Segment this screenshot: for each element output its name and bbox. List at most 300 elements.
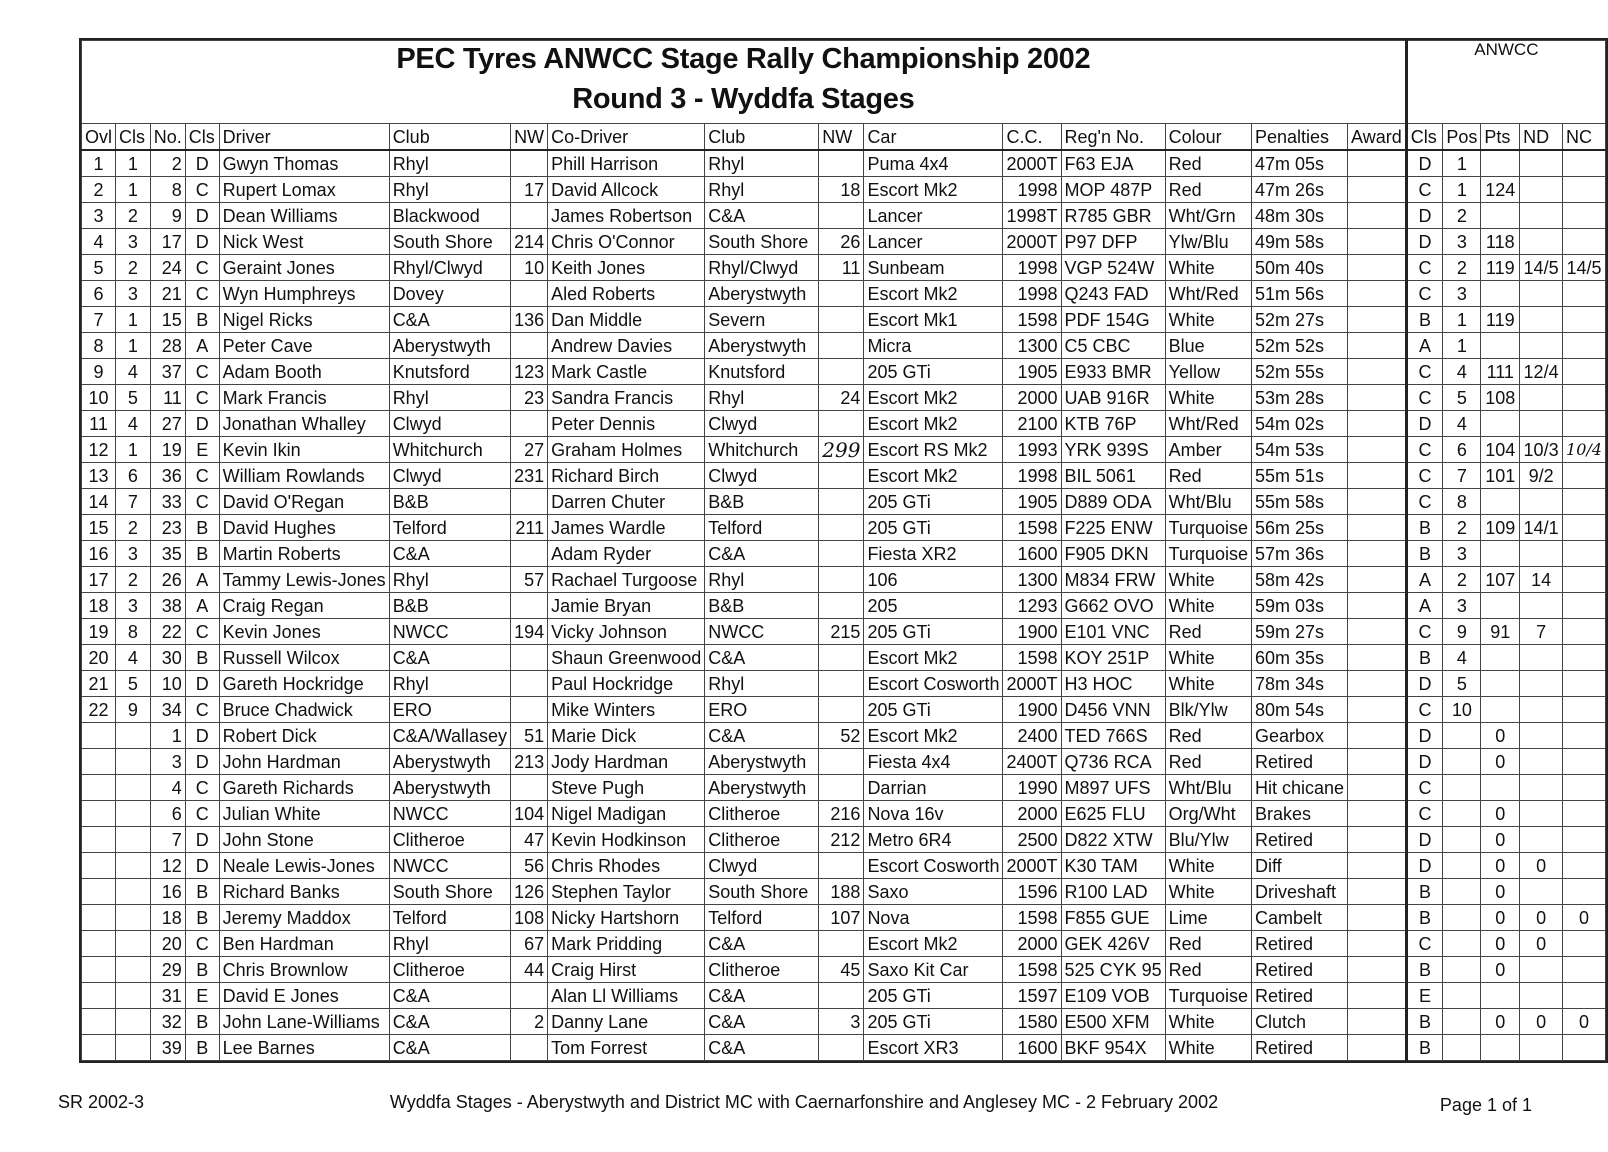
cell-club: C&A/Wallasey: [389, 723, 510, 749]
cell-cls: D: [185, 150, 219, 177]
cell-cls: 1: [116, 307, 151, 333]
cell-car: Saxo Kit Car: [864, 957, 1003, 983]
cell-penalties: 50m 40s: [1251, 255, 1347, 281]
cell-no: 11: [150, 385, 185, 411]
cell-nd: 10/3: [1520, 437, 1563, 463]
table-row: [82, 541, 1606, 567]
cell-nc: [1563, 801, 1606, 827]
cell-award: [1348, 905, 1407, 931]
cell-no: 37: [150, 359, 185, 385]
cell-cc: 1900: [1003, 697, 1061, 723]
cell-pts: 111: [1481, 359, 1520, 385]
cell-ovl: 2: [82, 177, 116, 203]
cell-driver: Lee Barnes: [219, 1035, 389, 1061]
table-row: [82, 359, 1606, 385]
cell-cls: D: [185, 203, 219, 229]
cell-pos: [1443, 957, 1481, 983]
cell-award: [1348, 619, 1407, 645]
cell-co-driver: Mark Pridding: [548, 931, 705, 957]
cell-no: 20: [150, 931, 185, 957]
cell-anwcc-cls: A: [1406, 593, 1443, 619]
cell-nd: 12/4: [1520, 359, 1563, 385]
cell-club: Rhyl: [389, 671, 510, 697]
results-sheet: [79, 38, 1608, 1063]
cell-pts: [1481, 775, 1520, 801]
cell-co-driver: Andrew Davies: [548, 333, 705, 359]
cell-club: C&A: [389, 1035, 510, 1061]
table-row: [82, 515, 1606, 541]
cell-pts: 0: [1481, 827, 1520, 853]
cell-club: South Shore: [389, 879, 510, 905]
cell-cls: B: [185, 515, 219, 541]
cell-ovl: 17: [82, 567, 116, 593]
cell-nc: [1563, 177, 1606, 203]
cell-reg: TED 766S: [1061, 723, 1165, 749]
cell-pos: [1443, 905, 1481, 931]
cell-penalties: Retired: [1251, 827, 1347, 853]
anwcc-header: ANWCC: [1406, 41, 1605, 124]
cell-ovl: [82, 1035, 116, 1061]
cell-nc: [1563, 281, 1606, 307]
cell-anwcc-cls: C: [1406, 489, 1443, 515]
cell-penalties: 52m 55s: [1251, 359, 1347, 385]
cell-pts: 0: [1481, 749, 1520, 775]
table-row: [82, 203, 1606, 229]
cell-pos: [1443, 853, 1481, 879]
cell-penalties: 78m 34s: [1251, 671, 1347, 697]
cell-pos: 2: [1443, 567, 1481, 593]
column-header-club-co: Club: [705, 124, 819, 151]
cell-cls: [116, 723, 151, 749]
cell-nd: [1520, 489, 1563, 515]
cell-penalties: Gearbox: [1251, 723, 1347, 749]
cell-anwcc-cls: C: [1406, 619, 1443, 645]
cell-reg: K30 TAM: [1061, 853, 1165, 879]
cell-club: Knutsford: [389, 359, 510, 385]
cell-club: Whitchurch: [705, 437, 819, 463]
cell-colour: Lime: [1165, 905, 1251, 931]
cell-pos: 9: [1443, 619, 1481, 645]
cell-nd: [1520, 957, 1563, 983]
cell-anwcc-cls: A: [1406, 333, 1443, 359]
column-header-pos: Pos: [1443, 124, 1481, 151]
column-header-reg: Reg'n No.: [1061, 124, 1165, 151]
cell-pos: 6: [1443, 437, 1481, 463]
cell-cc: 1990: [1003, 775, 1061, 801]
cell-nw: 10: [511, 255, 548, 281]
cell-anwcc-cls: C: [1406, 385, 1443, 411]
cell-club: Clitheroe: [705, 827, 819, 853]
cell-ovl: 18: [82, 593, 116, 619]
cell-nw: 23: [511, 385, 548, 411]
cell-cls: 9: [116, 697, 151, 723]
cell-colour: Wht/Red: [1165, 411, 1251, 437]
cell-nc: [1563, 593, 1606, 619]
column-header-co-driver: Co-Driver: [548, 124, 705, 151]
cell-award: [1348, 957, 1407, 983]
cell-nc: [1563, 931, 1606, 957]
cell-ovl: 12: [82, 437, 116, 463]
cell-pos: 1: [1443, 333, 1481, 359]
cell-car: 205 GTi: [864, 983, 1003, 1009]
cell-nd: [1520, 801, 1563, 827]
cell-pos: [1443, 931, 1481, 957]
cell-club: Aberystwyth: [389, 749, 510, 775]
cell-nw: 2: [511, 1009, 548, 1035]
cell-club: South Shore: [389, 229, 510, 255]
cell-reg: PDF 154G: [1061, 307, 1165, 333]
cell-award: [1348, 1009, 1407, 1035]
cell-co-driver: Peter Dennis: [548, 411, 705, 437]
cell-ovl: 22: [82, 697, 116, 723]
cell-pos: [1443, 749, 1481, 775]
cell-club: C&A: [705, 645, 819, 671]
cell-no: 4: [150, 775, 185, 801]
cell-anwcc-cls: B: [1406, 957, 1443, 983]
cell-driver: Peter Cave: [219, 333, 389, 359]
cell-reg: E500 XFM: [1061, 1009, 1165, 1035]
cell-ovl: 21: [82, 671, 116, 697]
cell-nd: [1520, 541, 1563, 567]
cell-nw: [819, 931, 864, 957]
cell-colour: Wht/Blu: [1165, 489, 1251, 515]
cell-car: Nova: [864, 905, 1003, 931]
cell-club: NWCC: [389, 853, 510, 879]
cell-penalties: 57m 36s: [1251, 541, 1347, 567]
cell-nd: [1520, 671, 1563, 697]
cell-nc: [1563, 203, 1606, 229]
cell-nc: [1563, 827, 1606, 853]
cell-ovl: 6: [82, 281, 116, 307]
cell-reg: E625 FLU: [1061, 801, 1165, 827]
cell-cls: [116, 957, 151, 983]
cell-club: Blackwood: [389, 203, 510, 229]
cell-pts: 104: [1481, 437, 1520, 463]
cell-nc: [1563, 150, 1606, 177]
cell-pts: [1481, 411, 1520, 437]
cell-nw: [511, 541, 548, 567]
cell-pts: 91: [1481, 619, 1520, 645]
cell-award: [1348, 775, 1407, 801]
cell-cc: 2000: [1003, 385, 1061, 411]
cell-cls: 3: [116, 281, 151, 307]
cell-nw: [511, 150, 548, 177]
cell-pos: [1443, 983, 1481, 1009]
cell-driver: Dean Williams: [219, 203, 389, 229]
cell-no: 6: [150, 801, 185, 827]
cell-car: Nova 16v: [864, 801, 1003, 827]
cell-cls: [116, 1035, 151, 1061]
cell-nd: 0: [1520, 905, 1563, 931]
cell-nd: [1520, 333, 1563, 359]
cell-colour: Turquoise: [1165, 515, 1251, 541]
cell-nw: 215: [819, 619, 864, 645]
cell-cc: 1900: [1003, 619, 1061, 645]
cell-cls: A: [185, 567, 219, 593]
cell-co-driver: James Robertson: [548, 203, 705, 229]
cell-club: Clitheroe: [389, 827, 510, 853]
table-row: [82, 411, 1606, 437]
cell-colour: Red: [1165, 150, 1251, 177]
cell-car: 205 GTi: [864, 697, 1003, 723]
cell-cls: E: [185, 437, 219, 463]
cell-cls: A: [185, 333, 219, 359]
cell-nd: [1520, 749, 1563, 775]
cell-club: Rhyl: [389, 177, 510, 203]
cell-no: 7: [150, 827, 185, 853]
cell-nw: [819, 853, 864, 879]
cell-co-driver: Rachael Turgoose: [548, 567, 705, 593]
cell-cls: 3: [116, 593, 151, 619]
cell-club: C&A: [705, 203, 819, 229]
cell-club: Aberystwyth: [389, 333, 510, 359]
table-row: [82, 905, 1606, 931]
cell-club: NWCC: [705, 619, 819, 645]
cell-car: Escort Cosworth: [864, 853, 1003, 879]
cell-cls: A: [185, 593, 219, 619]
cell-nw: 26: [819, 229, 864, 255]
cell-club: C&A: [705, 931, 819, 957]
cell-cc: 1905: [1003, 489, 1061, 515]
cell-pts: 0: [1481, 801, 1520, 827]
cell-pos: [1443, 879, 1481, 905]
cell-colour: White: [1165, 385, 1251, 411]
cell-car: 205 GTi: [864, 619, 1003, 645]
cell-co-driver: Shaun Greenwood: [548, 645, 705, 671]
cell-reg: Q243 FAD: [1061, 281, 1165, 307]
cell-cc: 2000T: [1003, 853, 1061, 879]
cell-colour: White: [1165, 645, 1251, 671]
cell-colour: Red: [1165, 931, 1251, 957]
table-row: [82, 983, 1606, 1009]
cell-anwcc-cls: B: [1406, 645, 1443, 671]
cell-club: C&A: [389, 1009, 510, 1035]
cell-pos: 10: [1443, 697, 1481, 723]
cell-car: Escort Mk2: [864, 281, 1003, 307]
cell-cls: [116, 879, 151, 905]
column-header-penalties: Penalties: [1251, 124, 1347, 151]
cell-nd: [1520, 983, 1563, 1009]
cell-penalties: 56m 25s: [1251, 515, 1347, 541]
cell-cls: C: [185, 619, 219, 645]
cell-co-driver: Kevin Hodkinson: [548, 827, 705, 853]
cell-reg: R100 LAD: [1061, 879, 1165, 905]
cell-cls: 7: [116, 489, 151, 515]
cell-driver: Wyn Humphreys: [219, 281, 389, 307]
cell-co-driver: Jamie Bryan: [548, 593, 705, 619]
cell-nw: [819, 541, 864, 567]
cell-pts: [1481, 671, 1520, 697]
cell-pos: 2: [1443, 203, 1481, 229]
cell-colour: Red: [1165, 177, 1251, 203]
cell-nd: [1520, 827, 1563, 853]
cell-anwcc-cls: C: [1406, 359, 1443, 385]
cell-co-driver: Adam Ryder: [548, 541, 705, 567]
cell-driver: Richard Banks: [219, 879, 389, 905]
cell-car: Fiesta 4x4: [864, 749, 1003, 775]
cell-cls: [116, 775, 151, 801]
cell-award: [1348, 541, 1407, 567]
cell-nc: [1563, 775, 1606, 801]
cell-no: 24: [150, 255, 185, 281]
cell-car: Escort Mk1: [864, 307, 1003, 333]
cell-penalties: 52m 52s: [1251, 333, 1347, 359]
cell-ovl: [82, 853, 116, 879]
cell-cls: D: [185, 229, 219, 255]
cell-pts: 0: [1481, 957, 1520, 983]
cell-nc: [1563, 983, 1606, 1009]
cell-cc: 2400T: [1003, 749, 1061, 775]
cell-co-driver: Marie Dick: [548, 723, 705, 749]
cell-cls: [116, 905, 151, 931]
cell-anwcc-cls: C: [1406, 281, 1443, 307]
cell-pos: 4: [1443, 359, 1481, 385]
cell-pos: [1443, 827, 1481, 853]
cell-nw: 126: [511, 879, 548, 905]
cell-cc: 2400: [1003, 723, 1061, 749]
cell-colour: Ylw/Blu: [1165, 229, 1251, 255]
cell-reg: E101 VNC: [1061, 619, 1165, 645]
cell-nw: [819, 749, 864, 775]
cell-nw: 107: [819, 905, 864, 931]
cell-club: Rhyl: [389, 385, 510, 411]
cell-ovl: [82, 827, 116, 853]
cell-cc: 1998: [1003, 177, 1061, 203]
document-title: PEC Tyres ANWCC Stage Rally Championship 2002: [396, 43, 1091, 75]
table-row: [82, 723, 1606, 749]
column-header-nd: ND: [1520, 124, 1563, 151]
cell-ovl: 3: [82, 203, 116, 229]
cell-nw: 57: [511, 567, 548, 593]
cell-nd: [1520, 150, 1563, 177]
cell-cc: 1598: [1003, 957, 1061, 983]
cell-pos: 1: [1443, 177, 1481, 203]
cell-reg: C5 CBC: [1061, 333, 1165, 359]
cell-nw: [819, 645, 864, 671]
cell-nc: [1563, 307, 1606, 333]
cell-award: [1348, 801, 1407, 827]
column-header-nc: NC: [1563, 124, 1606, 151]
cell-no: 3: [150, 749, 185, 775]
cell-nd: 7: [1520, 619, 1563, 645]
cell-anwcc-cls: D: [1406, 827, 1443, 853]
cell-club: NWCC: [389, 619, 510, 645]
cell-nw: [511, 281, 548, 307]
cell-nw: 123: [511, 359, 548, 385]
cell-cls: [116, 931, 151, 957]
cell-no: 22: [150, 619, 185, 645]
cell-driver: David Hughes: [219, 515, 389, 541]
cell-club: C&A: [389, 983, 510, 1009]
table-row: [82, 957, 1606, 983]
cell-car: 205 GTi: [864, 359, 1003, 385]
cell-nw: 188: [819, 879, 864, 905]
cell-car: Escort XR3: [864, 1035, 1003, 1061]
cell-ovl: 5: [82, 255, 116, 281]
cell-nc: [1563, 541, 1606, 567]
cell-no: 28: [150, 333, 185, 359]
cell-pts: [1481, 645, 1520, 671]
cell-pos: 8: [1443, 489, 1481, 515]
cell-nd: [1520, 281, 1563, 307]
cell-pts: 109: [1481, 515, 1520, 541]
cell-award: [1348, 983, 1407, 1009]
cell-cc: 1598: [1003, 307, 1061, 333]
cell-cls: C: [185, 775, 219, 801]
cell-ovl: 10: [82, 385, 116, 411]
cell-anwcc-cls: C: [1406, 255, 1443, 281]
cell-car: Micra: [864, 333, 1003, 359]
column-header-ovl: Ovl: [82, 124, 116, 151]
cell-pts: [1481, 541, 1520, 567]
cell-no: 29: [150, 957, 185, 983]
cell-cls: D: [185, 853, 219, 879]
cell-no: 33: [150, 489, 185, 515]
cell-pts: 0: [1481, 1009, 1520, 1035]
cell-no: 27: [150, 411, 185, 437]
cell-award: [1348, 281, 1407, 307]
cell-cc: 1596: [1003, 879, 1061, 905]
cell-nw: 27: [511, 437, 548, 463]
cell-nw: 214: [511, 229, 548, 255]
cell-cls: C: [185, 359, 219, 385]
cell-pos: 4: [1443, 411, 1481, 437]
cell-no: 35: [150, 541, 185, 567]
cell-driver: John Stone: [219, 827, 389, 853]
cell-colour: Blk/Ylw: [1165, 697, 1251, 723]
cell-nw: [819, 281, 864, 307]
cell-penalties: 80m 54s: [1251, 697, 1347, 723]
cell-driver: Russell Wilcox: [219, 645, 389, 671]
cell-reg: D889 ODA: [1061, 489, 1165, 515]
cell-nc: [1563, 489, 1606, 515]
cell-nw: [819, 489, 864, 515]
cell-car: 106: [864, 567, 1003, 593]
cell-car: Escort Mk2: [864, 723, 1003, 749]
cell-pos: 1: [1443, 307, 1481, 333]
cell-nw: [819, 567, 864, 593]
cell-reg: E109 VOB: [1061, 983, 1165, 1009]
cell-cc: 1600: [1003, 1035, 1061, 1061]
column-header-driver: Driver: [219, 124, 389, 151]
cell-no: 17: [150, 229, 185, 255]
column-header-club: Club: [389, 124, 510, 151]
cell-co-driver: Phill Harrison: [548, 150, 705, 177]
cell-pos: 2: [1443, 255, 1481, 281]
cell-cls: [116, 983, 151, 1009]
round-subtitle: Round 3 - Wyddfa Stages: [572, 83, 915, 115]
cell-no: 31: [150, 983, 185, 1009]
cell-nc: [1563, 463, 1606, 489]
cell-cls: B: [185, 1035, 219, 1061]
cell-driver: Nigel Ricks: [219, 307, 389, 333]
cell-nw: 194: [511, 619, 548, 645]
cell-cc: 1993: [1003, 437, 1061, 463]
cell-no: 32: [150, 1009, 185, 1035]
cell-driver: Gareth Hockridge: [219, 671, 389, 697]
cell-ovl: 1: [82, 150, 116, 177]
cell-pts: 124: [1481, 177, 1520, 203]
column-header-colour: Colour: [1165, 124, 1251, 151]
cell-car: Escort RS Mk2: [864, 437, 1003, 463]
cell-driver: Gareth Richards: [219, 775, 389, 801]
cell-penalties: 53m 28s: [1251, 385, 1347, 411]
cell-club: Aberystwyth: [705, 749, 819, 775]
cell-reg: F225 ENW: [1061, 515, 1165, 541]
cell-co-driver: Danny Lane: [548, 1009, 705, 1035]
cell-car: Escort Mk2: [864, 411, 1003, 437]
cell-nd: [1520, 775, 1563, 801]
